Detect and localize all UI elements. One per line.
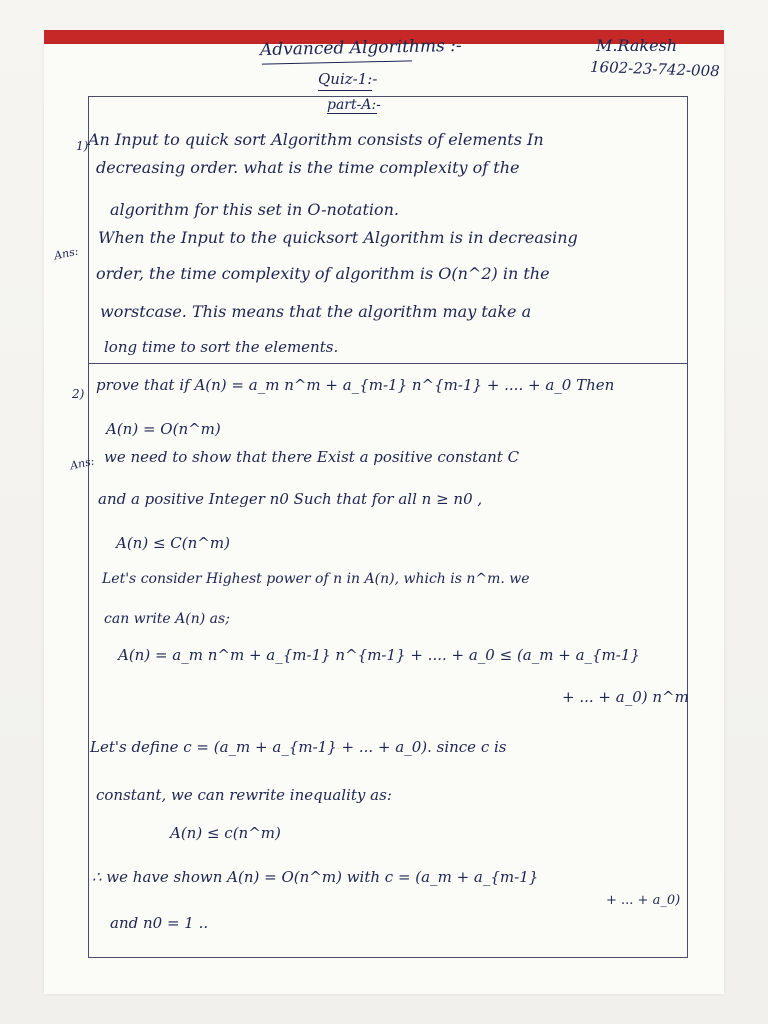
answer-1-line-1: When the Input to the quicksort Algorithm is in decreasing [98, 228, 578, 247]
answer-2-line-5: can write A(n) as; [104, 611, 230, 627]
answer-2-line-6: A(n) = a_m n^m + a_{m-1} n^{m-1} + .... + a_0 ≤ (a_m + a_{m-1} [118, 646, 640, 664]
answer-1-line-3: worstcase. This means that the algorithm may take a [100, 302, 532, 321]
answer-2-line-1: we need to show that there Exist a positive constant C [104, 448, 520, 466]
answer-2-line-4: Let's consider Highest power of n in A(n), which is n^m. we [102, 571, 530, 587]
part-heading: part-A:- [327, 97, 381, 113]
answer-2-mark: Ans: [68, 454, 96, 473]
question-2-line-2: A(n) = O(n^m) [106, 420, 221, 438]
answer-2-line-8: Let's define c = (a_m + a_{m-1} + ... + a_0). since c is [90, 738, 507, 756]
answer-2-line-12: + ... + a_0) [606, 893, 681, 908]
answer-2-line-9: constant, we can rewrite inequality as: [96, 786, 392, 804]
question-1-line-3: algorithm for this set in O-notation. [110, 200, 400, 219]
question-divider [88, 363, 688, 364]
roll-number: 1602-23-742-008 [589, 57, 721, 81]
answer-2-line-7: + ... + a_0) n^m [562, 688, 689, 706]
question-1-line-2: decreasing order. what is the time complexity of the [96, 158, 520, 177]
answer-2-line-13: and n0 = 1 .. [110, 914, 209, 932]
answer-1-mark: Ans: [52, 244, 80, 263]
answer-1-line-2: order, the time complexity of algorithm is O(n^2) in the [96, 264, 550, 283]
author-name: M.Rakesh [596, 36, 678, 55]
question-2-line-1: prove that if A(n) = a_m n^m + a_{m-1} n^{m-1} + .... + a_0 Then [96, 376, 615, 394]
quiz-underline [318, 90, 372, 91]
page-title: Advanced Algorithms :- [259, 35, 462, 61]
question-1-line-1: An Input to quick sort Algorithm consists of elements In [88, 130, 544, 149]
answer-2-line-11: ∴ we have shown A(n) = O(n^m) with c = (a_m + a_{m-1} [92, 868, 539, 886]
question-2-number: 2) [72, 387, 85, 401]
question-1-number: 1) [76, 139, 89, 153]
answer-1-line-4: long time to sort the elements. [104, 338, 339, 356]
quiz-heading: Quiz-1:- [318, 70, 378, 88]
answer-2-line-3: A(n) ≤ C(n^m) [116, 534, 230, 552]
answer-2-line-2: and a positive Integer n0 Such that for all n ≥ n0 , [98, 490, 483, 508]
answer-2-line-10: A(n) ≤ c(n^m) [170, 824, 281, 842]
